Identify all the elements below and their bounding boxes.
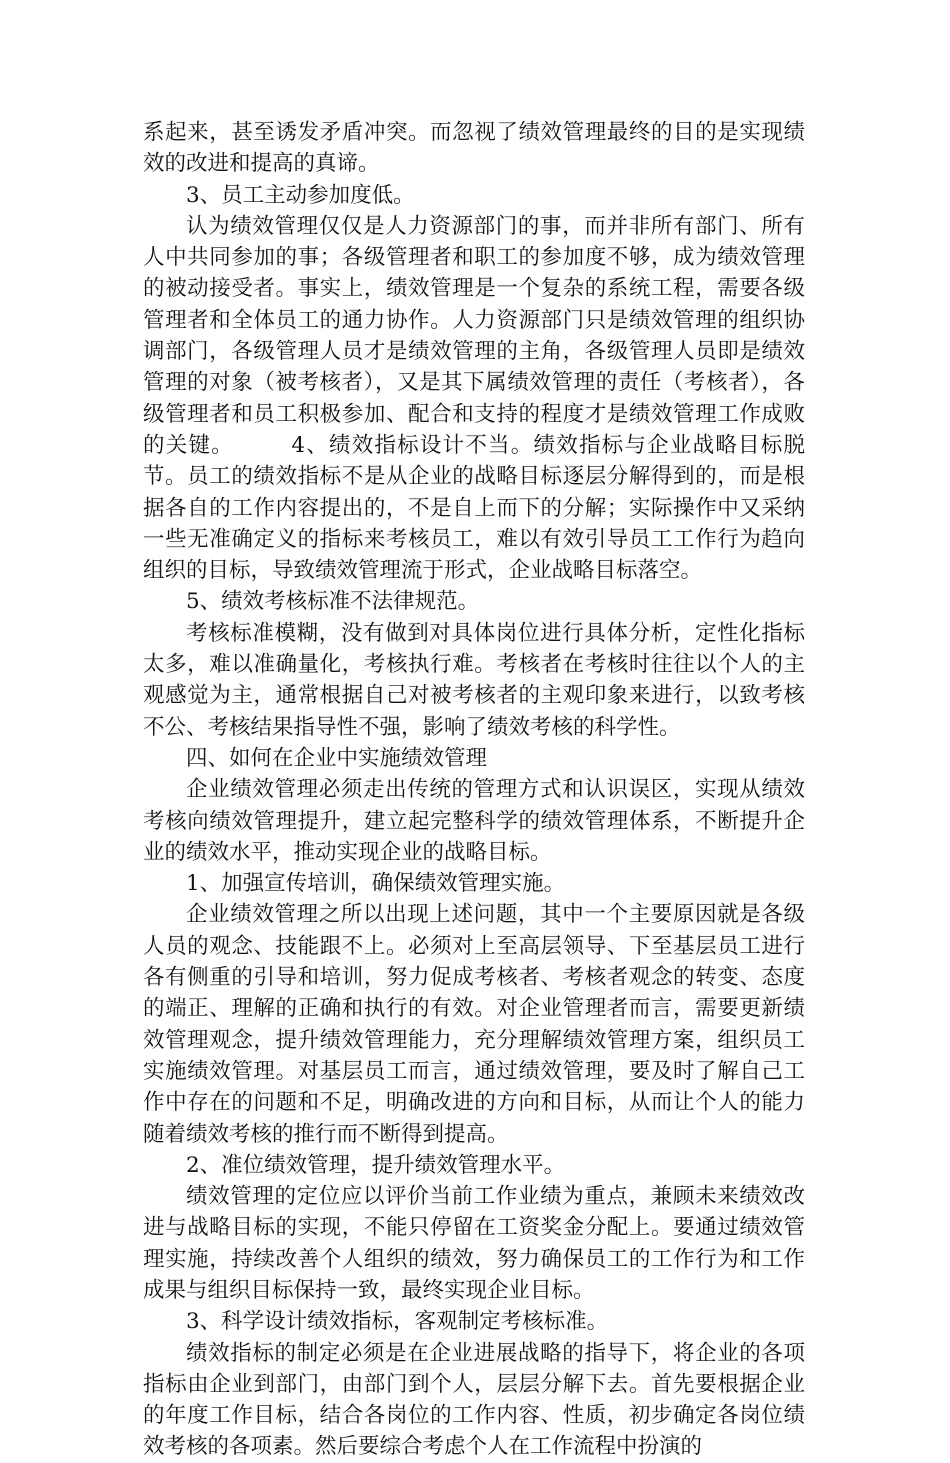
paragraph-training-body: 企业绩效管理之所以出现上述问题，其中一个主要原因就是各级人员的观念、技能跟不上。必须对上至高层领导、下至基层员工进行各有侧重的引导和培训，努力促成考核者、考核者观念的转变、态度的端正、理解的正确和执行的有效。对企业管理者而言，需要更新绩效管理观念，提升绩效管理能力，充分理解绩效管理方案，组织员工实施绩效管理。对基层员工而言，通过绩效管理，要及时了解自己工作中存在的问题和不足，明确改进的方向和目标，从而让个人的能力随着绩效考核的推行而不断得到提高。 <box>143 902 805 1147</box>
heading-training: 1、加强宣传培训，确保绩效管理实施。 <box>186 871 566 897</box>
paragraph-indicator-design-body: 绩效指标的制定必须是在企业进展战略的指导下，将企业的各项指标由企业到部门，由部门到个人，层层分解下去。首先要根据企业的年度工作目标，结合各岗位的工作内容、性质，初步确定各岗位绩效考核的各项素。然后要综合考虑个人在工作流程中扮演的 <box>143 1340 805 1460</box>
heading-employee-participation: 3、员工主动参加度低。 <box>186 182 415 208</box>
heading-indicator-design: 3、科学设计绩效指标，客观制定考核标准。 <box>186 1309 609 1335</box>
heading-positioning: 2、准位绩效管理，提升绩效管理水平。 <box>186 1152 566 1178</box>
section-heading-implementation: 四、如何在企业中实施绩效管理 <box>186 745 488 771</box>
paragraph-implementation-intro: 企业绩效管理必须走出传统的管理方式和认识误区，实现从绩效考核向绩效管理提升，建立起完整科学的绩效管理体系，不断提升企业的绩效水平，推动实现企业的战略目标。 <box>143 777 805 865</box>
paragraph-positioning-body: 绩效管理的定位应以评价当前工作业绩为重点，兼顾未来绩效改进与战略目标的实现，不能只停留在工资奖金分配上。要通过绩效管理实施，持续改善个人组织的绩效，努力确保员工的工作行为和工作成果与组织目标保持一致，最终实现企业目标。 <box>143 1184 805 1303</box>
document-page <box>143 117 805 1463</box>
paragraph-participation-body: 认为绩效管理仅仅是人力资源部门的事，而并非所有部门、所有人中共同参加的事；各级管理者和职工的参加度不够，成为绩效管理的被动接受者。事实上，绩效管理是一个复杂的系统工程，需要各级管理者和全体员工的通力协作。人力资源部门只是绩效管理的组织协调部门，各级管理人员才是绩效管理的主角，各级管理人员即是绩效管理的对象（被考核者），又是其下属绩效管理的责任（考核者），各级管理者和员工积极参加、配合和支持的程度才是绩效管理工作成败的关键。 4、绩效指标设计不当。绩效指标与企业战略目标脱节。员工的绩效指标不是从企业的战略目标逐层分解得到的，而是根据各自的工作内容提出的，不是自上而下的分解；实际操作中又采纳一些无准确定义的指标来考核员工，难以有效引导员工工作行为趋向组织的目标，导致绩效管理流于形式，企业战略目标落空。 <box>143 213 805 584</box>
paragraph-continuation: 系起来，甚至诱发矛盾冲突。而忽视了绩效管理最终的目的是实现绩效的改进和提高的真谛。 <box>143 120 805 177</box>
heading-assessment-standards: 5、绩效考核标准不法律规范。 <box>186 589 480 615</box>
paragraph-assessment-standards-body: 考核标准模糊，没有做到对具体岗位进行具体分析，定性化指标太多，难以准确量化，考核执行难。考核者在考核时往往以个人的主观感觉为主，通常根据自己对被考核者的主观印象来进行，以致考核不公、考核结果指导性不强，影响了绩效考核的科学性。 <box>143 620 805 740</box>
